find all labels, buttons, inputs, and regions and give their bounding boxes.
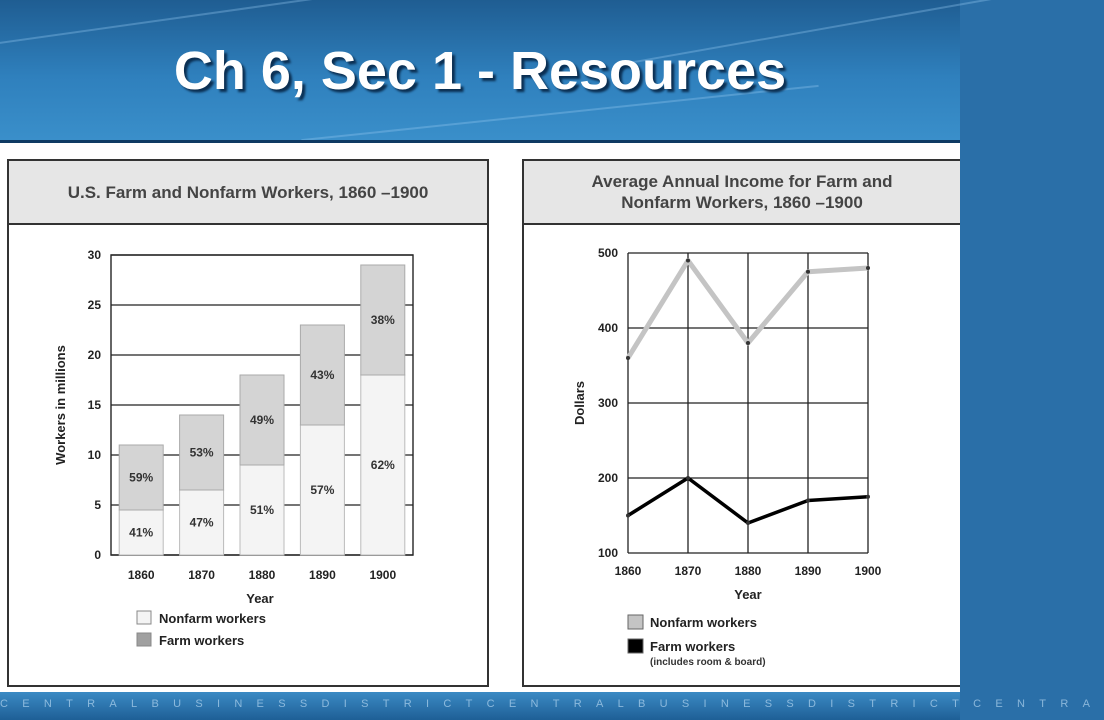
slide-title: Ch 6, Sec 1 - Resources (173, 41, 787, 101)
line-x-tick-label: 1900 (854, 564, 882, 578)
bar-x-tick-label: 1890 (309, 568, 336, 582)
income-chart-panel (522, 159, 960, 687)
line-data-point (686, 259, 690, 263)
bar-nonfarm-percent: 57% (310, 483, 335, 497)
legend-label-farm: Farm workers (159, 633, 245, 648)
legend-swatch-farm-line (628, 639, 643, 653)
legend-note: (includes room & board) (650, 657, 766, 668)
bar-farm-percent: 49% (249, 413, 275, 427)
line-data-point (866, 495, 870, 499)
line-data-point (626, 514, 630, 518)
bar-y-tick-label: 5 (94, 498, 101, 512)
legend-label-nonfarm: Nonfarm workers (159, 611, 266, 626)
line-x-tick-label: 1860 (614, 564, 642, 578)
workers-chart-title: U.S. Farm and Nonfarm Workers, 1860 –1900 (9, 161, 487, 225)
line-y-tick-label: 100 (597, 546, 618, 560)
bar-nonfarm-percent: 47% (189, 515, 214, 530)
income-line-chart (524, 161, 960, 685)
slide-header (0, 0, 960, 140)
bar-y-tick-label: 10 (87, 448, 101, 462)
bar-nonfarm-percent: 51% (249, 503, 275, 517)
line-data-point (746, 521, 750, 525)
line-y-tick-label: 400 (597, 321, 618, 335)
bar-x-tick-label: 1870 (188, 568, 215, 582)
line-data-point (866, 266, 870, 270)
line-data-point (746, 341, 750, 345)
legend-swatch-farm (137, 633, 151, 646)
legend-swatch-nonfarm-line (628, 615, 643, 629)
legend-label-farm-line: Farm workers (650, 639, 736, 654)
bar-y-axis-label: Workers in millions (53, 345, 68, 465)
bar-nonfarm-percent: 41% (129, 525, 154, 540)
income-chart-title-line-1: Average Annual Income for Farm and (591, 172, 893, 191)
bar-nonfarm-percent: 62% (370, 458, 395, 472)
bar-farm-percent: 59% (129, 470, 154, 485)
line-y-axis-label: Dollars (572, 380, 587, 426)
bar-x-tick-label: 1900 (369, 568, 397, 582)
line-y-tick-label: 500 (597, 246, 618, 260)
bar-legend (137, 611, 266, 648)
bar-y-tick-label: 20 (87, 348, 101, 362)
bar-x-axis-label: Year (246, 591, 274, 606)
line-y-tick-label: 300 (597, 396, 618, 410)
bar-y-tick-label: 30 (87, 248, 101, 262)
bar-y-tick-label: 25 (87, 298, 101, 312)
line-x-tick-label: 1880 (734, 564, 762, 578)
footer-pattern-text: CENTRALBUSINESSDISTRICTCENTRALBUSINESSDISTRICTCENTRA (0, 698, 1104, 710)
legend-label-nonfarm-line: Nonfarm workers (650, 615, 757, 630)
bar-x-tick-label: 1880 (248, 568, 276, 582)
slide-footer (0, 692, 1104, 720)
line-legend (628, 615, 766, 668)
line-data-point (686, 476, 690, 480)
bar-farm-percent: 53% (189, 445, 214, 460)
income-chart-title-line-2: Nonfarm Workers, 1860 –1900 (621, 193, 863, 212)
bar-y-tick-label: 15 (87, 398, 101, 412)
line-data-point (806, 270, 810, 274)
bar-y-tick-label: 0 (94, 548, 101, 562)
legend-swatch-nonfarm (137, 611, 151, 624)
bar-farm-percent: 38% (370, 313, 395, 327)
line-x-axis-label: Year (734, 587, 762, 602)
bar-farm-percent: 43% (310, 368, 335, 382)
line-data-point (626, 356, 630, 360)
bar-x-tick-label: 1860 (127, 568, 155, 582)
workers-chart-panel (7, 159, 489, 687)
line-x-tick-label: 1870 (674, 564, 702, 578)
workers-bar-chart (9, 161, 487, 685)
slide-content (0, 140, 960, 695)
line-data-point (806, 499, 810, 503)
line-y-tick-label: 200 (597, 471, 618, 485)
line-x-tick-label: 1890 (794, 564, 822, 578)
